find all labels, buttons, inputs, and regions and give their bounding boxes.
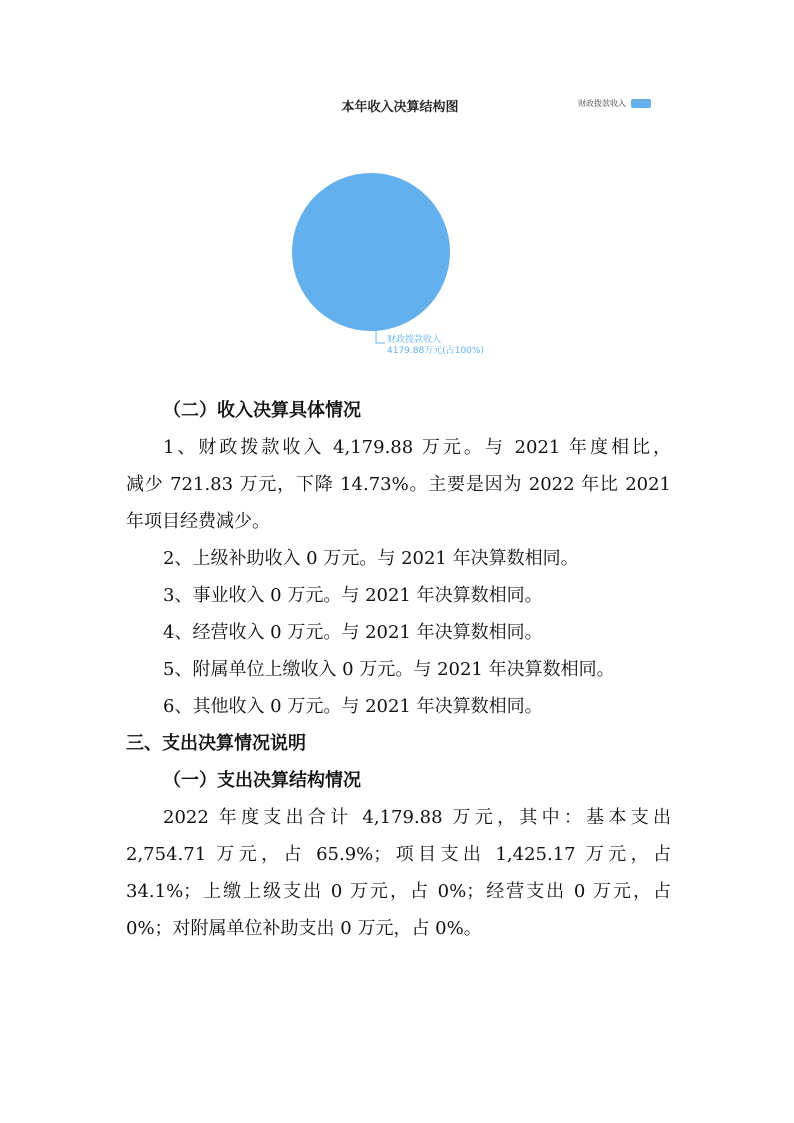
chart-title: 本年收入决算结构图 <box>341 100 459 115</box>
paragraph-business-income: 3、事业收入 0 万元。与 2021 年决算数相同。 <box>163 585 543 606</box>
pie-leader-line-0 <box>376 329 385 343</box>
paragraph-fiscal-income-line2: 减少 721.83 万元，下降 14.73%。主要是因为 2022 年比 2021 <box>126 474 671 495</box>
section-heading-expenditure: 三、支出决算情况说明 <box>126 733 306 754</box>
pie-slice-label-0: 财政拨款收入 <box>387 335 442 345</box>
paragraph-superior-subsidy: 2、上级补助收入 0 万元。与 2021 年决算数相同。 <box>163 548 579 569</box>
subheading-income-detail: （二）收入决算具体情况 <box>163 400 361 421</box>
paragraph-fiscal-income-line1: 1、财政拨款收入 4,179.88 万元。与 2021 年度相比， <box>163 437 671 458</box>
pie-slice-value-0: 4179.88万元(占100%) <box>387 346 484 356</box>
paragraph-expense-line3: 34.1%；上缴上级支出 0 万元，占 0%；经营支出 0 万元，占 <box>126 881 671 902</box>
paragraph-expense-line2: 2,754.71 万元，占 65.9%；项目支出 1,425.17 万元，占 <box>126 844 671 865</box>
pie-chart <box>0 0 794 380</box>
paragraph-operating-income: 4、经营收入 0 万元。与 2021 年决算数相同。 <box>163 622 543 643</box>
subheading-expense-structure: （一）支出决算结构情况 <box>163 770 361 791</box>
pie-slice-0 <box>292 173 450 331</box>
paragraph-fiscal-income-line3: 年项目经费减少。 <box>126 511 270 532</box>
legend-label: 财政拨款收入 <box>578 98 626 108</box>
paragraph-affiliate-income: 5、附属单位上缴收入 0 万元。与 2021 年决算数相同。 <box>163 659 615 680</box>
paragraph-expense-line4: 0%；对附属单位补助支出 0 万元，占 0%。 <box>126 918 482 939</box>
income-structure-chart <box>0 0 794 380</box>
document-body <box>126 392 671 947</box>
paragraph-expense-line1: 2022 年度支出合计 4,179.88 万元，其中：基本支出 <box>163 807 671 828</box>
paragraph-other-income: 6、其他收入 0 万元。与 2021 年决算数相同。 <box>163 696 543 717</box>
